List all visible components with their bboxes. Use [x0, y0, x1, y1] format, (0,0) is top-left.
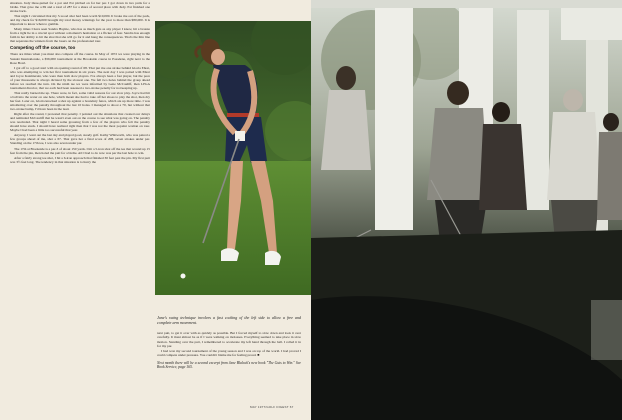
- paragraph: I got off to a good start with an opening round of 68. That put me one stroke behind Gloria Ehret, who was attempting to win her first tournament in six years. The next day I was paired with Ehret and Joyce Kazmierski, who were then both slow players. I've always been a fast player, but the pace of your threesome is always dictated by the slowest one. We fell two holes behind the group ahead before we reached the turn. On the ninth tee we were informed by Gene McCauliff, then LPGA tournament director, that we each had been assessed a two-stroke penalty for not keeping up.: [10, 65, 150, 90]
- paragraph: Anyway, I went out the last day and played good, steady golf. Kathy Whitworth, who was paired a few groups ahead of me, shot a 67. That gave her a final score of 208, seven strokes under par. Standing on the 17th tee, I was also seven under par.: [10, 133, 150, 146]
- article-column-1: [10, 1, 150, 165]
- pavilion-column: [375, 0, 413, 230]
- paragraph: Right after the round, I protested that penalty. I pointed out the situations that created our delays and reminded McCauliff that he wasn't even out on the course to see what was going on. The penalty was rescinded. That night I heard some grousing from a few of the players who felt the penalty should have stuck. I should have realized right then that I was not the most popular woman on tour. Maybe I had been a little too successful that year.: [10, 112, 150, 133]
- paragraph: situation. Judy three-putted for a par and Pat pitched on for her par. I got down in two putts for a birdie. That gave me a 69 and a total of 287 for a share of second place with Judy. Pat finished one stroke back.: [10, 1, 150, 14]
- paragraph: That really burned me up. There were, in fact, some valid reasons for our slow play. Joyce had hit a ball into the water on one hole, which meant she had to take off her shoes to play the shot, then dry her feet. Later on, Gloria knocked a shot up against a boundary fence, which ate up more time. I was smoldering over the penalty throughout the last 10 holes. I managed to shoot a 70, but without that two-stroke bump, I'd have been in the lead.: [10, 90, 150, 112]
- golfer-swing-photo: [155, 21, 311, 295]
- golfer-illustration: [155, 21, 311, 295]
- paragraph: After a fairly strong tee shot, I hit a 6-iron approach that finished 30 feet past the pin. My first putt was 3½ feet long. The tendency in that situation is to hurry the: [10, 155, 150, 164]
- section-subhead: Competing off the course, too: [10, 45, 76, 51]
- page-footer: MAY 1977/GOLF DIGEST 67: [250, 405, 294, 409]
- right-page: [311, 0, 622, 420]
- next-month-note: Next month there will be a second excerpt from Jane Blalock's new book "The Guts to Win." See Book Service, page 165.: [157, 360, 301, 369]
- paragraph: next putt, to get it over with as quickly as possible. But I forced myself to slow down and look it over carefully. It must almost be as if I were walking on molasses. Everything seemed to take place in slow motion. Standing over the putt, I remembered to accelerate my left hand through the ball. I rolled it in for my par.: [157, 331, 301, 348]
- paragraph: Many times I have seen Sandra Haynie, who has as much guts as any player I know, hit a brassie from a tight lie in a crucial spot without a moment's hesitation or a flicker of fear. Sandra has enough faith in her ability to hit the shot that she will go for it and hang the consequences. That's the thin line that separates the winners from the losers on the professional tour.: [10, 27, 150, 44]
- paragraph: There are times when you must also compete off the course. In May of 1972 we were playing in the Suzuki Internationale, a $56,000 tournament at the Brookside course in Pasadena, right next to the Rose Bowl.: [10, 52, 150, 65]
- spectators-photo: [311, 0, 622, 420]
- article-column-2: [157, 316, 301, 369]
- paragraph: That night I calculated that my 3-wood shot had been worth $10,000. It broke me out of the pack, and my check for $16,000 brought my total money winnings for the year to more than $80,000. It is important to know when to gamble.: [10, 14, 150, 27]
- paragraph: I had won my second tournament of the young season and I was on top of the world. I had proved I could compete under pressure. You couldn't blame me for feeling proud. ■: [157, 348, 301, 357]
- paragraph: The 17th at Brookside is a par-3 of about 150 yards. I hit a 5-iron shot off the tee that wound up 15 feet from the pin, then holed the putt for a birdie. All I had to do now was par the last hole to win.: [10, 146, 150, 155]
- photo-caption: Jane's swing technique involves a fast cocking of the left side to allow a free and complete arm movement.: [157, 315, 301, 325]
